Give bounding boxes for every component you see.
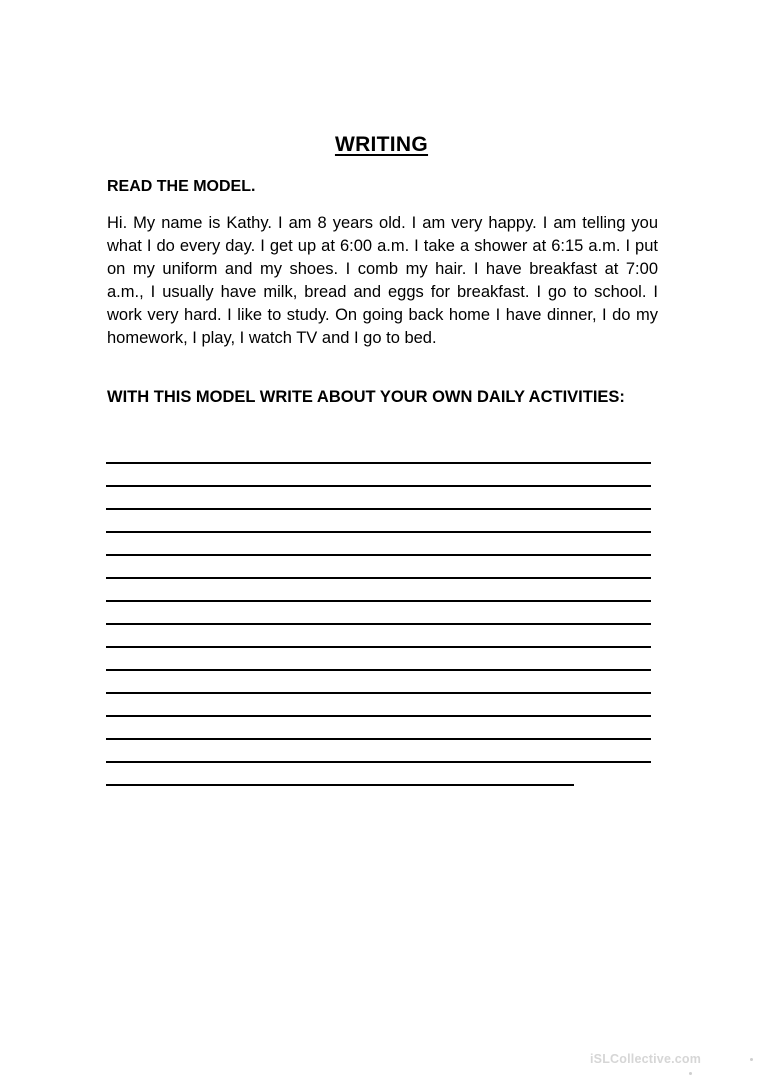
writing-line — [106, 738, 651, 740]
writing-line — [106, 577, 651, 579]
model-paragraph: Hi. My name is Kathy. I am 8 years old. I am very happy. I am telling you what I do every day. I get up at 6:00 a.m. I take a shower at 6:15 a.m. I put on my uniform and my shoes. I comb my hair. I have breakfast at 7:00 a.m., I usually have milk, bread and eggs for breakfast. I go to school. I work very hard. I like to study. On going back home I have dinner, I do my homework, I play, I watch TV and I go to bed. — [107, 214, 658, 347]
writing-line — [106, 462, 651, 464]
writing-line — [106, 761, 651, 763]
watermark-dot — [689, 1072, 692, 1075]
writing-line — [106, 669, 651, 671]
writing-line — [106, 784, 574, 786]
writing-instruction: WITH THIS MODEL WRITE ABOUT YOUR OWN DAILY ACTIVITIES: — [107, 388, 625, 406]
writing-line — [106, 715, 651, 717]
site-watermark: iSLCollective.com — [590, 1052, 702, 1066]
writing-line — [106, 508, 651, 510]
writing-line — [106, 646, 651, 648]
read-model-heading: READ THE MODEL. — [107, 178, 256, 195]
writing-line — [106, 485, 651, 487]
writing-line — [106, 554, 651, 556]
watermark-dot — [750, 1058, 753, 1061]
writing-line — [106, 623, 651, 625]
writing-line — [106, 531, 651, 533]
writing-line — [106, 600, 651, 602]
worksheet-title: WRITING — [334, 133, 429, 156]
writing-line — [106, 692, 651, 694]
